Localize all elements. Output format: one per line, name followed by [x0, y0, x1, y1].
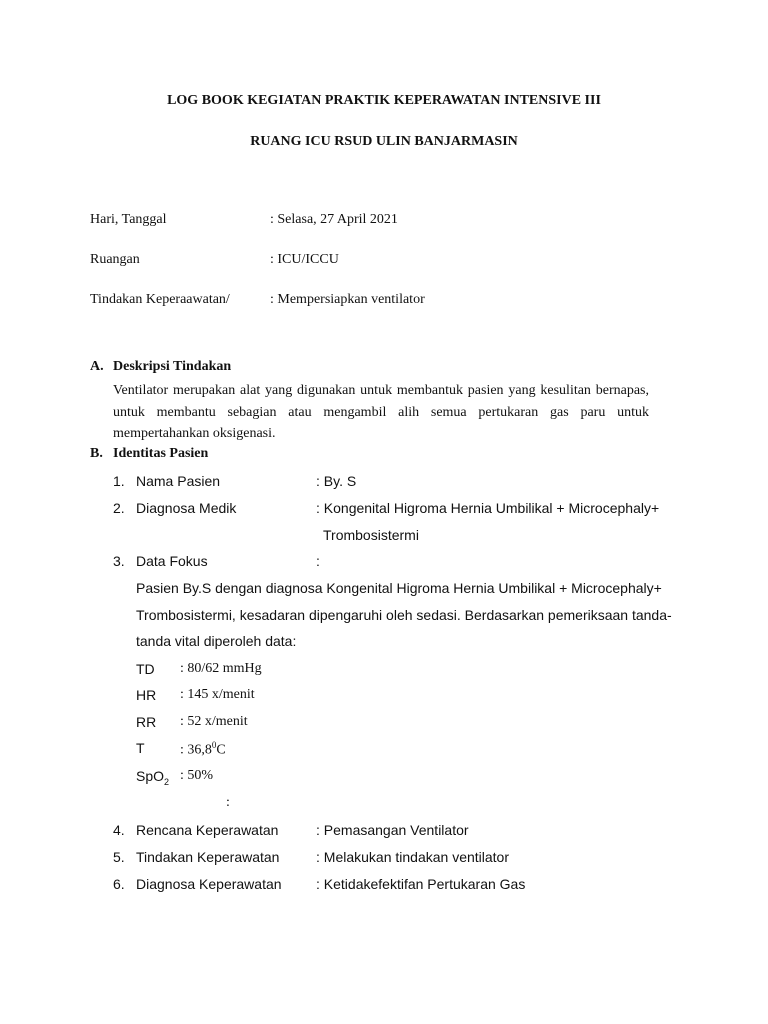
info-label-date: Hari, Tanggal	[90, 212, 167, 227]
vital-label-rr: RR	[136, 714, 157, 730]
item-label-nursing-diagnosis: Diagnosa Keperawatan	[136, 876, 282, 892]
vital-label-t: T	[136, 740, 145, 756]
item-label-patient-name: Nama Pasien	[136, 473, 221, 489]
vital-label-td: TD	[136, 661, 155, 677]
section-a-marker: A.	[90, 359, 104, 374]
vital-label-spo2-text: SpO	[136, 768, 165, 784]
vital-value-spo2: : 50%	[180, 768, 214, 783]
item-label-nursing-plan: Rencana Keperawatan	[136, 822, 279, 838]
spo2-subscript: 2	[164, 776, 170, 787]
section-a-line: mempertahankan oksigenasi.	[113, 426, 276, 441]
info-label-action: Tindakan Keperaawatan/	[90, 292, 230, 307]
degree-superscript: 0	[211, 740, 217, 750]
item-label-medical-diagnosis: Diagnosa Medik	[136, 500, 237, 516]
section-b-heading: Identitas Pasien	[113, 446, 209, 461]
info-label-room: Ruangan	[90, 252, 140, 267]
item-number: 2.	[113, 500, 125, 516]
item-value-nursing-diagnosis: : Ketidakefektifan Pertukaran Gas	[316, 876, 526, 892]
item-label-focus-data: Data Fokus	[136, 553, 208, 569]
document-title: LOG BOOK KEGIATAN PRAKTIK KEPERAWATAN INTENSIVE III	[167, 93, 601, 108]
item-value-medical-diagnosis-cont: Trombosistermi	[323, 527, 419, 543]
item-value-nursing-action: : Melakukan tindakan ventilator	[316, 849, 509, 865]
info-value-date: : Selasa, 27 April 2021	[270, 212, 398, 227]
info-value-room: : ICU/ICCU	[270, 252, 339, 267]
item-number: 6.	[113, 876, 125, 892]
focus-line: tanda vital diperoleh data:	[136, 633, 297, 649]
item-value-focus-data: :	[316, 553, 320, 569]
vital-label-spo2	[136, 768, 169, 787]
item-value-patient-name: : By. S	[316, 473, 357, 489]
stray-colon: :	[226, 795, 230, 810]
vital-value-t	[180, 740, 226, 759]
vital-value-t-unit: C	[216, 742, 226, 758]
focus-line: Pasien By.S dengan diagnosa Kongenital Higroma Hernia Umbilikal + Microcephaly+	[136, 580, 662, 596]
document-subtitle: RUANG ICU RSUD ULIN BANJARMASIN	[250, 134, 518, 149]
vital-value-rr: : 52 x/menit	[180, 714, 248, 729]
vital-label-hr: HR	[136, 687, 157, 703]
item-label-nursing-action: Tindakan Keperawatan	[136, 849, 280, 865]
item-number: 1.	[113, 473, 125, 489]
section-b-marker: B.	[90, 446, 103, 461]
section-a-heading: Deskripsi Tindakan	[113, 359, 232, 374]
vital-value-td: : 80/62 mmHg	[180, 661, 262, 676]
item-number: 5.	[113, 849, 125, 865]
vital-value-t-number: : 36,8	[180, 742, 212, 758]
item-number: 3.	[113, 553, 125, 569]
section-a-line: Ventilator merupakan alat yang digunakan untuk membantuk pasien yang kesulitan bernapas,	[113, 383, 649, 398]
item-number: 4.	[113, 822, 125, 838]
vital-value-hr: : 145 x/menit	[180, 687, 255, 702]
item-value-medical-diagnosis: : Kongenital Higroma Hernia Umbilikal + Microcephaly+	[316, 500, 660, 516]
focus-line: Trombosistermi, kesadaran dipengaruhi oleh sedasi. Berdasarkan pemeriksaan tanda-	[136, 607, 672, 623]
item-value-nursing-plan: : Pemasangan Ventilator	[316, 822, 469, 838]
info-value-action: : Mempersiapkan ventilator	[270, 292, 425, 307]
section-a-line: untuk membantu sebagian atau mengambil alih semua pertukaran gas paru untuk	[113, 405, 649, 420]
